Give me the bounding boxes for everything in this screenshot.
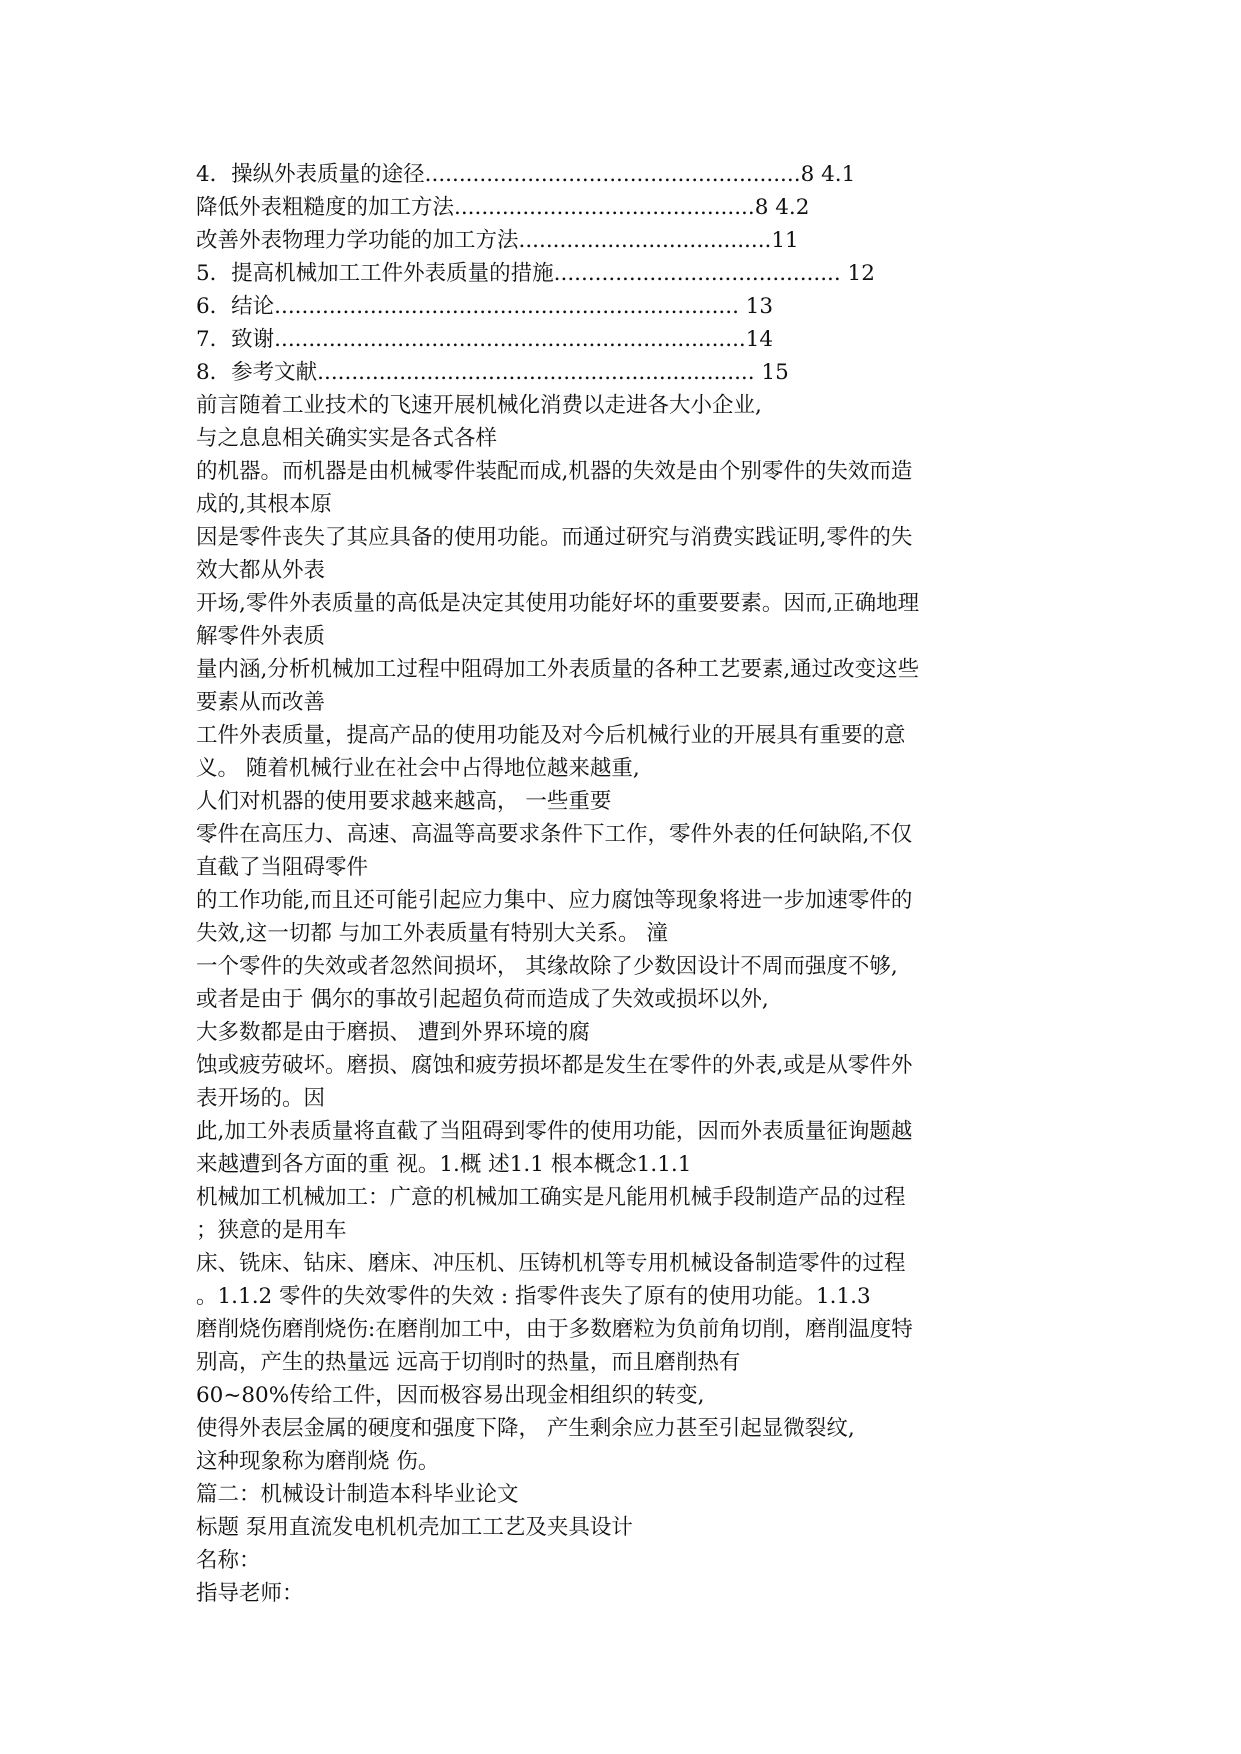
text-line: 。1.1.2 零件的失效零件的失效 : 指零件丧失了原有的使用功能。1.1.3 — [196, 1284, 871, 1309]
text-line: 因是零件丧失了其应具备的使用功能。而通过研究与消费实践证明,零件的失 — [196, 525, 913, 550]
text-line: 解零件外表质 — [196, 624, 326, 649]
title-line: 标题 泵用直流发电机机壳加工工艺及夹具设计 — [196, 1515, 633, 1540]
text-line: 工件外表质量，提高产品的使用功能及对今后机械行业的开展具有重要的意 — [196, 723, 906, 748]
text-line: 的工作功能,而且还可能引起应力集中、应力腐蚀等现象将进一步加速零件的 — [196, 888, 913, 913]
text-line: 蚀或疲劳破坏。磨损、腐蚀和疲劳损坏都是发生在零件的外表,或是从零件外 — [196, 1053, 913, 1078]
text-line: 或者是由于 偶尔的事故引起超负荷而造成了失效或损坏以外, — [196, 987, 769, 1012]
toc-line: 6．结论.................................................................... 13 — [196, 294, 774, 319]
text-line: 直截了当阻碍零件 — [196, 855, 369, 880]
text-line: 失效,这一切都 与加工外表质量有特别大关系。 潼 — [196, 921, 669, 946]
text-line: 人们对机器的使用要求越来越高， 一些重要 — [196, 789, 612, 814]
text-line: 与之息息相关确实实是各式各样 — [196, 426, 498, 451]
text-line: 一个零件的失效或者忽然间损坏， 其缘故除了少数因设计不周而强度不够, — [196, 954, 898, 979]
text-line: 要素从而改善 — [196, 690, 326, 715]
text-line: 零件在高压力、高速、高温等高要求条件下工作，零件外表的任何缺陷,不仅 — [196, 822, 913, 847]
toc-line: 4．操纵外表质量的途径.......................................................8 4.1 — [196, 162, 856, 187]
toc-line: 8．参考文献................................................................ 15 — [196, 360, 789, 385]
toc-line: 改善外表物理力学功能的加工方法.....................................11 — [196, 228, 799, 253]
section-heading: 篇二：机械设计制造本科毕业论文 — [196, 1482, 519, 1507]
text-line: 表开场的。因 — [196, 1086, 326, 1111]
text-line: 磨削烧伤磨削烧伤:在磨削加工中，由于多数磨粒为负前角切削，磨削温度特 — [196, 1317, 913, 1342]
text-line: 前言随着工业技术的飞速开展机械化消费以走进各大小企业, — [196, 393, 762, 418]
text-line: 量内涵,分析机械加工过程中阻碍加工外表质量的各种工艺要素,通过改变这些 — [196, 657, 920, 682]
text-line: 的机器。而机器是由机械零件装配而成,机器的失效是由个别零件的失效而造 — [196, 459, 913, 484]
text-line: 别高，产生的热量远 远高于切削时的热量，而且磨削热有 — [196, 1350, 741, 1375]
text-line: 使得外表层金属的硬度和强度下降， 产生剩余应力甚至引起显微裂纹, — [196, 1416, 855, 1441]
text-line: 成的,其根本原 — [196, 492, 332, 517]
document-body — [196, 158, 1076, 1610]
text-line: 义。 随着机械行业在社会中占得地位越来越重, — [196, 756, 640, 781]
toc-line: 5．提高机械加工工件外表质量的措施.......................................... 12 — [196, 261, 875, 286]
text-line: 这种现象称为磨削烧 伤。 — [196, 1449, 440, 1474]
text-line: 效大都从外表 — [196, 558, 326, 583]
toc-line: 降低外表粗糙度的加工方法............................................8 4.2 — [196, 195, 810, 220]
text-line: ；狭意的是用车 — [196, 1218, 347, 1243]
text-line: 大多数都是由于磨损、 遭到外界环境的腐 — [196, 1020, 590, 1045]
text-line: 机械加工机械加工：广意的机械加工确实是凡能用机械手段制造产品的过程 — [196, 1185, 906, 1210]
text-line: 床、铣床、钻床、磨床、冲压机、压铸机机等专用机械设备制造零件的过程 — [196, 1251, 906, 1276]
text-line: 来越遭到各方面的重 视。1.概 述1.1 根本概念1.1.1 — [196, 1152, 692, 1177]
name-field-label: 名称： — [196, 1548, 261, 1573]
text-line: 60~80%传给工件，因而极容易出现金相组织的转变, — [196, 1383, 705, 1408]
text-line: 开场,零件外表质量的高低是决定其使用功能好坏的重要要素。因而,正确地理 — [196, 591, 920, 616]
advisor-field-label: 指导老师： — [196, 1581, 304, 1606]
text-line: 此,加工外表质量将直截了当阻碍到零件的使用功能，因而外表质量征询题越 — [196, 1119, 913, 1144]
toc-line: 7．致谢.....................................................................14 — [196, 327, 774, 352]
